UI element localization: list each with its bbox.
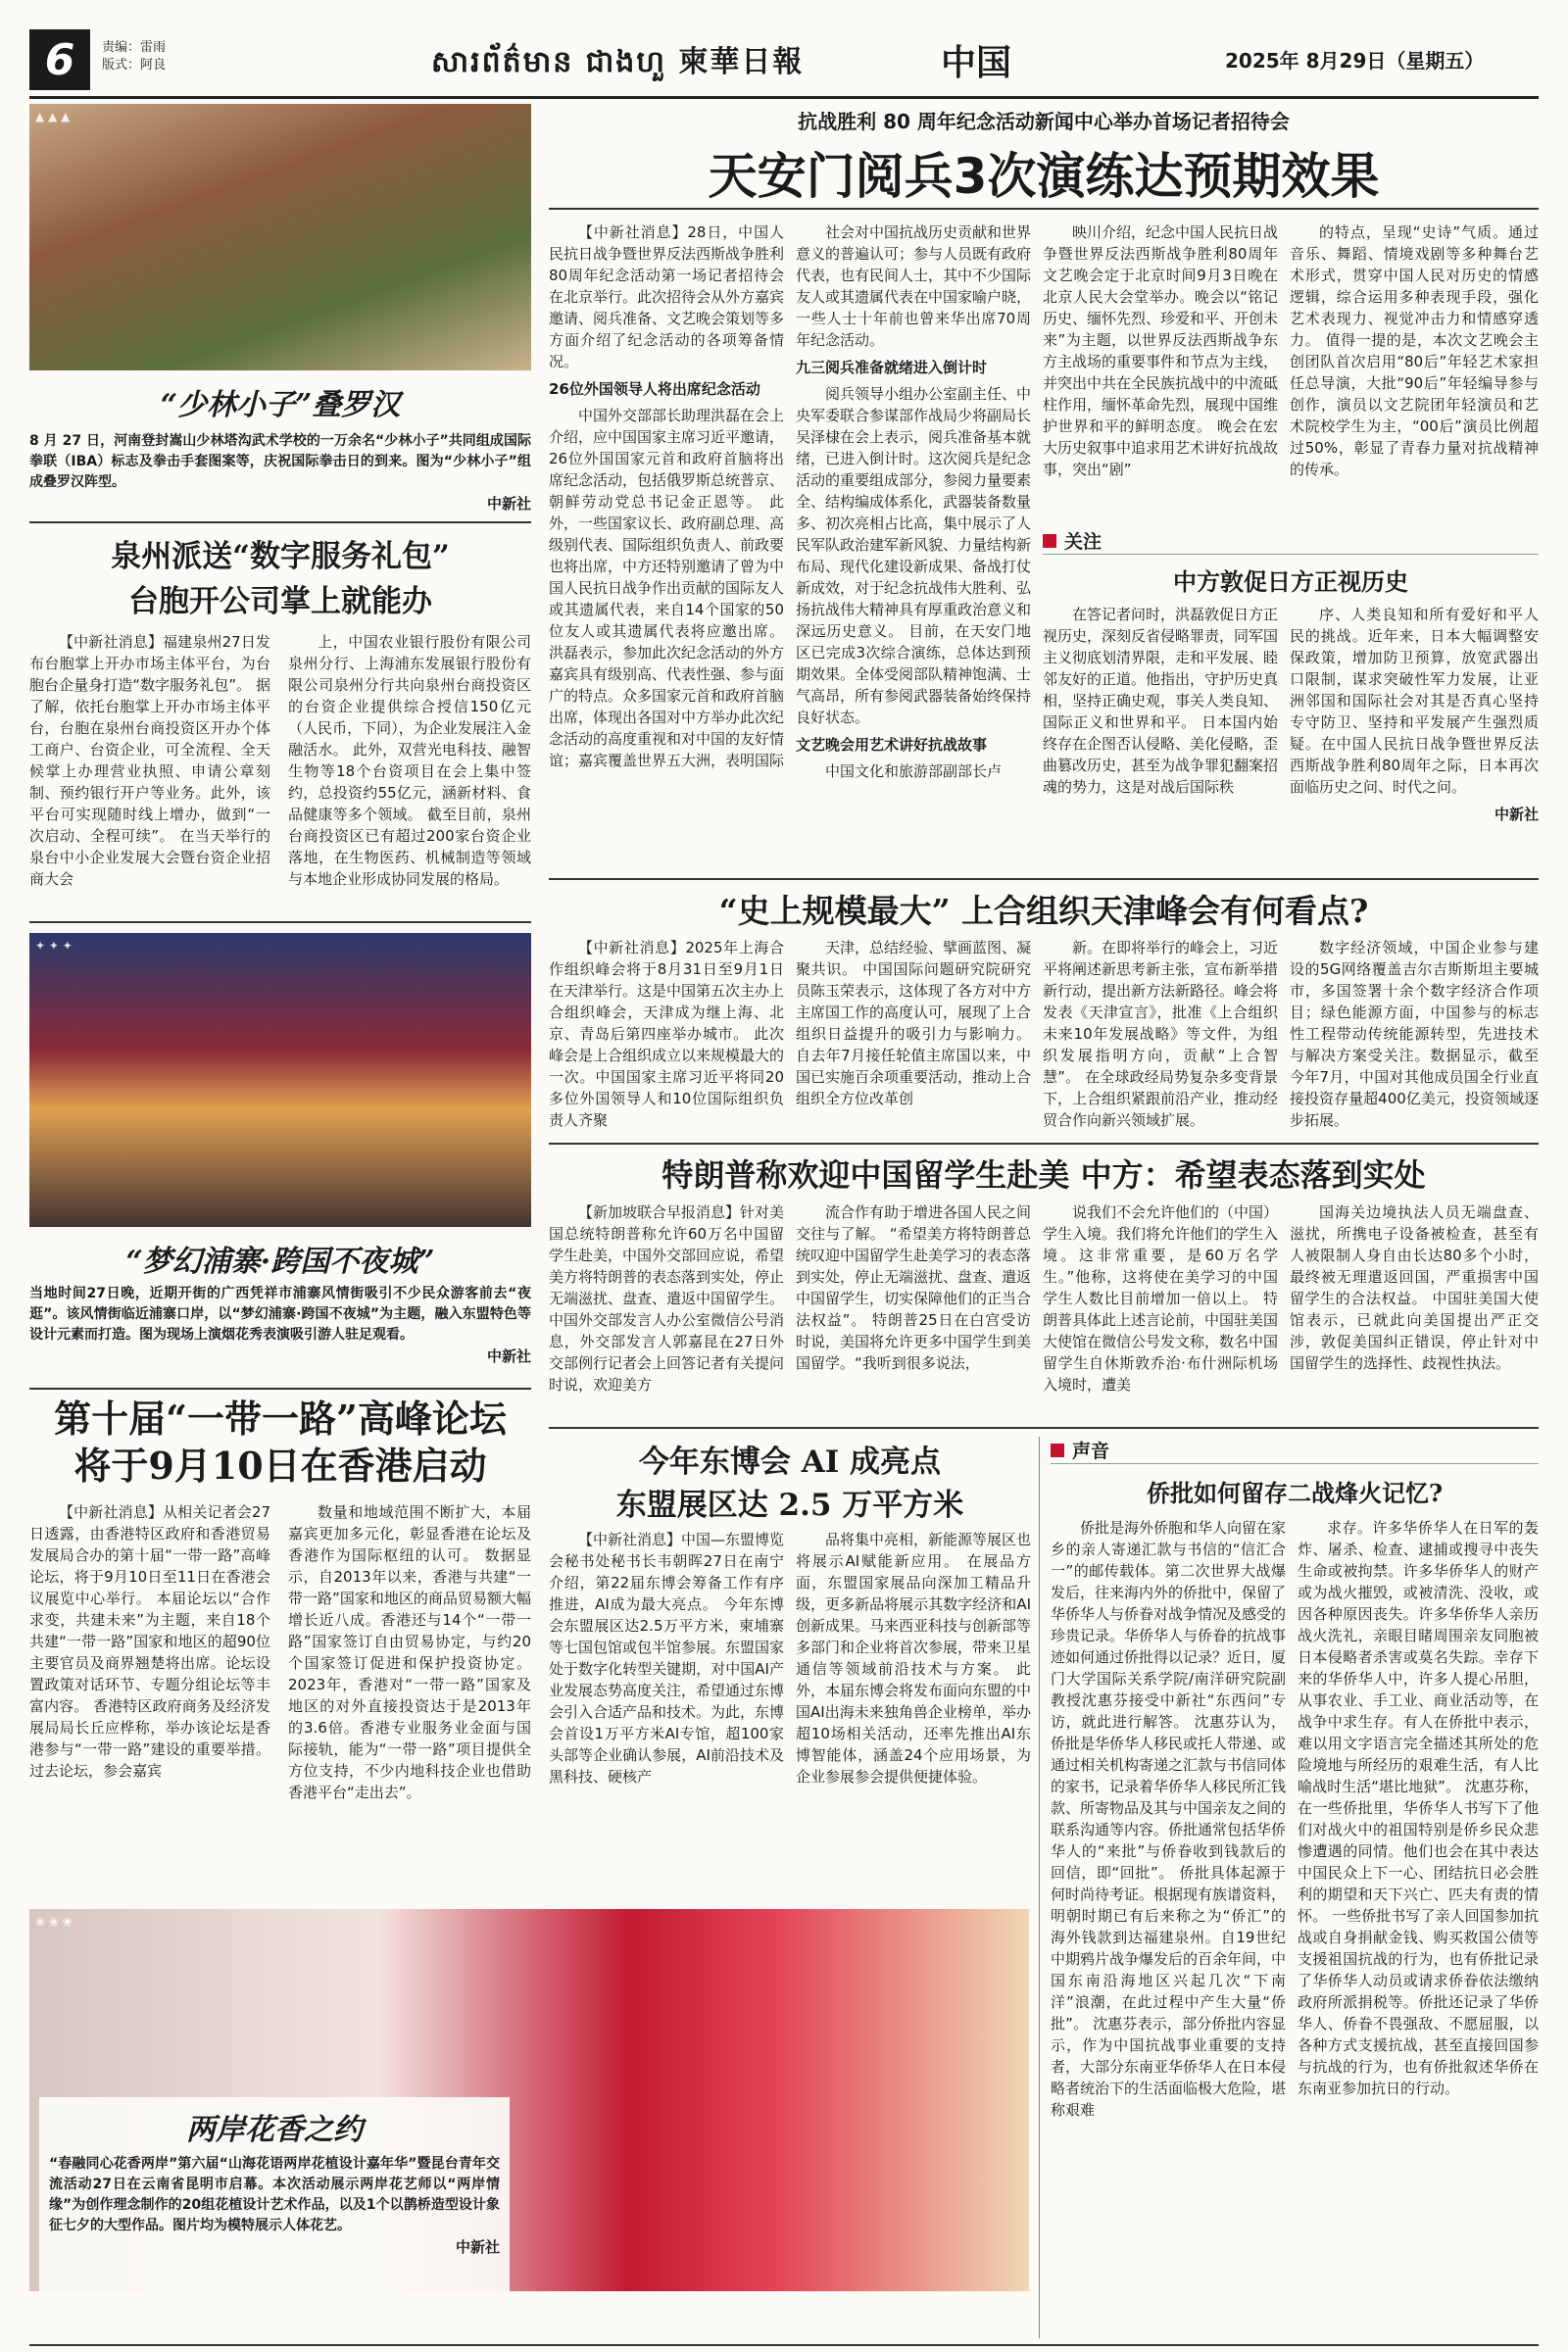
photo-placeholder-label: ✦ ✦ ✦ [35, 939, 73, 953]
quanzhou-col-2 [288, 631, 531, 910]
beltroad-headline-2: 将于9月10日在香港启动 [74, 1444, 487, 1488]
trump-col-2 [796, 1201, 1031, 1417]
expo-col-2 [796, 1529, 1031, 1897]
layout-name: 版式：阿良 [102, 58, 167, 73]
article-text: 映川介绍，纪念中国人民抗日战争暨世界反法西斯战争胜利80周年文艺晚会定于北京时间9月3日晚在北京人民大会堂举办。晚会以“铭记历史、缅怀先烈、珍爱和平、开创未来”为主题，以世界反法西斯战争东方主战场的重要事件和节点为主线，并突出中共在全民族抗战中的中流砥柱作用，缅怀革命先烈，展现中国维护世界和平的鲜明态度。 晚会在宏大历史叙事中追求用艺术讲好抗战故事，突出“剧” [1043, 223, 1278, 478]
beltroad-col-2 [288, 1501, 531, 1893]
article-text: 【中新社消息】2025年上海合作组织峰会将于8月31日至9月1日在天津举行。这是中国第五次主办上合组织峰会，天津成为继上海、北京、青岛后第四座举办城市。 此次峰会是上合组织成立以来规模最大的一次。中国国家主席习近平将同20多位外国领导人和10位国际组织负责人齐聚 [549, 939, 784, 1129]
lead-kicker: 抗战胜利 80 周年纪念活动新闻中心举办首场记者招待会 [798, 110, 1290, 133]
photo-placeholder-label: ❀ ❀ ❀ [35, 1915, 73, 1929]
sco-col-3 [1043, 937, 1278, 1133]
shaolin-photo-caption [29, 431, 531, 514]
article-text: 上，中国农业银行股份有限公司泉州分行、上海浦东发展银行股份有限公司泉州分行共向泉州台商投资区的台资企业提供综合授信150亿元（人民币，下同），为企业发展注入金融活水。 此外，双营光电科技、融智生物等18个台资项目在会上集中签约，总投资约55亿元，涵新材料、食品健康等多个领域。 截至目前，泉州台商投资区已有超过200家台资企业落地，在生物医药、机械制造等领域与本地企业形成协同发展的格局。 [288, 633, 531, 888]
expo-headline-2: 东盟展区达 2.5 万平方米 [615, 1488, 964, 1523]
sco-col-2 [796, 937, 1031, 1133]
quanzhou-headline-2: 台胞开公司掌上就能办 [128, 584, 432, 619]
expo-col-1 [549, 1529, 784, 1897]
shengyin-label [1051, 1437, 1539, 1464]
article-text: 求存。许多华侨华人在日军的轰炸、屠杀、检查、逮捕或搜寻中丧失生命或被拘禁。许多华侨华人的财产或为战火摧毁，或被清洗、没收，或因各种原因丧失。许多华侨华人亲历战火洗礼，亲眼目睹周围亲友同胞被日本侵略者杀害或莫名失踪。幸存下来的华侨华人中，许多人提心吊胆，从事农业、手工业、商业活动等，在战争中求生存。有人在侨批中表示，难以用文字语言完全描述其所处的危险境地与所经历的艰难生活，有人比喻战时生活“堪比地狱”。 沈惠芬称，在一些侨批里，华侨华人书写下了他们对战火中的祖国特别是侨乡民众悲惨遭遇的同情。他们也会在其中表达中国民众上下一心、团结抗日必会胜利的期望和天下兴亡、匹夫有责的情怀。 一些侨批书写了亲人回国参加抗战或自身捐献金钱、购买救国公债等支援祖国抗战的行为，也有侨批记录了华侨华人动员或请求侨眷依法缴纳政府所派捐税等。侨批还记录了华侨华人、侨眷不畏强敌、不愿屈服，以各种方式支援抗战，甚至直接回国参与抗战的行为，也有侨批叙述华侨在东南亚参加抗日的行动。 [1298, 1519, 1539, 2097]
lead-subheading-3: 文艺晚会用艺术讲好抗战故事 [796, 736, 988, 754]
puzhai-night-market-photo [29, 933, 531, 1227]
article-text: 品将集中亮相，新能源等展区也将展示AI赋能新应用。 在展品方面，东盟国家展品向深加工精品升级，更多新品将展示其数字经济和AI创新成果。马来西亚科技与创新部等多部门和企业将首次参展，带来卫星通信等领域前沿技术与方案。 此外，本届东博会将发布面向东盟的中国AI出海未来独角兽企业榜单，举办超10场相关活动，还率先推出AI东博智能体，涵盖24个应用场景，为企业参展参会提供便捷体验。 [796, 1531, 1031, 1786]
sco-headline: “史上规模最大” 上合组织天津峰会有何看点? [718, 892, 1369, 930]
expo-headline-1: 今年东博会 AI 成亮点 [638, 1445, 942, 1480]
lead-col-1 [549, 221, 784, 868]
flower-caption-box [39, 2097, 510, 2342]
trump-col-3 [1043, 1201, 1278, 1417]
lead-subheading-2: 九三阅兵准备就绪进入倒计时 [796, 359, 988, 376]
lead-headline: 天安门阅兵3次演练达预期效果 [708, 148, 1380, 205]
lead-col-4 [1290, 221, 1539, 515]
article-text: 流合作有助于增进各国人民之间交往与了解。 “希望美方将特朗普总统叹迎中国留学生赴美学习的表态落到实处，停止无端滋扰、盘查、遣返中国留学生，切实保障他们的正当合法权益”。 特朗普25日在白宫受访时说，美国将允许更多中国学生到美国留学。“我听到很多说法， [796, 1203, 1031, 1372]
column-divider [1039, 1437, 1040, 2338]
article-text: 序、人类良知和所有爱好和平人民的挑战。近年来，日本大幅调整安保政策，增加防卫预算，放宽武器出口限制，谋求突破性军力发展，让亚洲邻国和国际社会对其是否真心坚持专守防卫、坚持和平发展产生强烈质疑。在中国人民抗日战争暨世界反法西斯战争胜利80周年之际，日本再次面临历史之问、时代之问。 [1290, 606, 1539, 796]
shaolin-photo [29, 104, 531, 370]
article-text: 【新加坡联合早报消息】针对美国总统特朗普称允许60万名中国留学生赴美，中国外交部回应说，希望美方将特朗普的表态落到实处，停止无端滋扰、盘查、遣返中国留学生。 中国外交部发言人办公室微信公号消息，外交部发言人郭嘉昆在27日外交部例行记者会上回答记者有关提问时说，欢迎美方 [549, 1203, 784, 1394]
divider [549, 878, 1539, 880]
article-text: 【中新社消息】福建泉州27日发布台胞掌上开办市场主体平台，为台胞台企量身打造“数字服务礼包”。 据了解，依托台胞掌上开办市场主体平台，台胞在泉州台商投资区开办个体工商户、台资企业，可全流程、全天候掌上办理营业执照、申请公章刻制、预约银行开户等业务。此外，该平台可实现随时线上增办，做到“一次启动、全程可续”。 在当天举行的泉台中小企业发展大会暨台资企业招商大会 [29, 633, 270, 888]
photo-credit: 中新社 [455, 2238, 500, 2256]
divider [29, 521, 531, 523]
newspaper-name: សារព័ត៌មាន ជាងហួ 柬華日報 [431, 45, 805, 79]
beltroad-headline-1: 第十届“一带一路”高峰论坛 [54, 1396, 507, 1441]
lead-col-3 [1043, 221, 1278, 515]
puzhai-photo-caption [29, 1284, 531, 1366]
caption-text: 8 月 27 日，河南登封嵩山少林塔沟武术学校的一万余名“少林小子”共同组成国际拳联（IBA）标志及拳击手套图案等，庆祝国际拳击日的到来。图为“少林小子”组成叠罗汉阵型。 [29, 433, 531, 490]
article-text: 新。在即将举行的峰会上，习近平将阐述新思考新主张，宣布新举措新行动，提出新方法新路径。峰会将发表《天津宣言》，批准《上合组织未来10年发展战略》等文件，为组织发展指明方向，贡献“上合智慧”。 在全球政经局势复杂多变背景下，上合组织紧跟前沿产业，推动经贸合作向新兴领域扩展。 [1043, 939, 1278, 1129]
article-text: 国海关边境执法人员无端盘查、滋扰，所携电子设备被检查，甚至有人被限制人身自由长达80多个小时，最终被无理遣返回国，严重损害中国留学生的合法权益。 中国驻美国大使馆表示，已就此向美国提出严正交涉，敦促美国纠正错误，停止针对中国留学生的选择性、歧视性执法。 [1290, 1203, 1539, 1372]
sco-col-1 [549, 937, 784, 1133]
article-text: 天津，总结经验、擘画蓝图、凝聚共识。 中国国际问题研究院研究员陈玉荣表示，这体现了各方对中方主席国工作的高度认可，展现了上合组织日益提升的吸引力与影响力。 自去年7月接任轮值主席国以来，中国已实施百余项重要活动，推动上合组织全方位改革创 [796, 939, 1031, 1107]
trump-col-4 [1290, 1201, 1539, 1417]
divider [549, 1427, 1539, 1429]
lead-subheading-1: 26位外国领导人将出席纪念活动 [549, 380, 760, 398]
shengyin-headline: 侨批如何留存二战烽火记忆? [1146, 1479, 1444, 1507]
article-text: 数量和地域范围不断扩大，本届嘉宾更加多元化，彰显香港在论坛及香港作为国际枢纽的认可。 数据显示，自2013年以来，香港与共建“一带一路”国家和地区的商品贸易额大幅增长近八成。香港还与14个“一带一路”国家签订自由贸易协定，与约20个国家签订促进和保护投资协定。2023年，香港对“一带一路”国家及地区的对外直接投资达于是2013年的3.6倍。香港专业服务业金面与国际接轨，能为“一带一路”项目提供全方位支持，不少内地科技企业也借助香港平台“走出去”。 [288, 1503, 531, 1801]
article-text: 的特点，呈现“史诗”气质。通过音乐、舞蹈、情境戏剧等多种舞台艺术形式，贯穿中国人民对历史的情感逻辑，综合运用多种表现手段，强化艺术表现力、视觉冲击力和情感穿透力。 值得一提的是，本次文艺晚会主创团队首次启用“80后”年轻艺术家担任总导演，大批“90后”年轻编导参与创作，演员以文艺院团年轻演员和艺术院校学生为主，“00后”演员比例超过50%，彰显了青春力量对抗战精神的传承。 [1290, 223, 1539, 478]
shengyin-col-1 [1051, 1517, 1286, 2340]
guanzhu-col-2 [1290, 604, 1539, 868]
article-text: 侨批是海外侨胞和华人向留在家乡的亲人寄递汇款与书信的“信汇合一”的邮传载体。第二次世界大战爆发后，往来海内外的侨批中，保留了华侨华人与侨眷对战争情况及感受的珍贵记录。华侨华人与侨眷的抗战事迹如何通过侨批得以记录？近日，厦门大学国际关系学院/南洋研究院副教授沈惠芬接受中新社“东西问”专访，就此进行解答。 沈惠芬认为，侨批是华侨华人移民或托人带递、或通过相关机构寄递之汇款与书信同体的家书，记录着华侨华人移民所汇钱款、所寄物品及其与中国亲友之间的联系沟通等内容。侨批通常包括华侨华人的“来批”与侨眷收到钱款后的回信，即“回批”。 侨批具体起源于何时尚待考证。根据现有族谱资料，明朝时期已有后来称之为“侨汇”的海外钱款到达福建泉州。自19世纪中期鸦片战争爆发后的百余年间，中国东南沿海地区兴起几次“下南洋”浪潮，在此过程中产生大量“侨批”。 沈惠芬表示，部分侨批内容显示，作为中国抗战事业重要的支持者，大部分东南亚华侨华人在日本侵略者统治下的生活面临极大危险，堪称艰难 [1051, 1519, 1286, 2119]
article-text: 【中新社消息】中国—东盟博览会秘书处秘书长韦朝晖27日在南宁介绍，第22届东博会筹备工作有序推进，AI成为最大亮点。 今年东博会东盟展区达2.5万平方米，柬埔寨等七国包馆或包半馆参展。东盟国家处于数字化转型关键期，对中国AI产业发展态势高度关注，希望通过东博会引入合适产品和技术。为此，东博会首设1万平方米AI专馆，超100家头部等企业确认参展，AI前沿技术及黑科技、硬核产 [549, 1531, 784, 1786]
trump-col-1 [549, 1201, 784, 1417]
sco-col-4 [1290, 937, 1539, 1133]
red-square-icon [1051, 1444, 1064, 1457]
editor-name: 责编：雷雨 [102, 40, 167, 55]
article-text: 中国文化和旅游部副部长卢 [825, 762, 1003, 780]
photo-credit: 中新社 [486, 1348, 531, 1365]
red-square-icon [1043, 534, 1056, 548]
issue-date: 2025年 8月29日（星期五） [1225, 49, 1485, 73]
editor-credits [102, 39, 166, 74]
divider [29, 1388, 531, 1390]
divider [549, 208, 1539, 210]
divider [549, 1143, 1539, 1145]
flower-photo-caption [39, 2148, 510, 2257]
section-title: 中国 [941, 43, 1012, 83]
caption-text: 当地时间27日晚，近期开街的广西凭祥市浦寨风情街吸引不少民众游客前去“夜逛”。该风情街临近浦寨口岸，以“梦幻浦寨·跨国不夜城”为主题，融入东盟特色等设计元素而打造。图为现场上演烟花秀表演吸引游人驻足观看。 [29, 1286, 531, 1343]
guanzhu-headline: 中方敦促日方正视历史 [1173, 567, 1408, 596]
page-number: 6 [29, 29, 90, 90]
label-text: 声音 [1072, 1441, 1110, 1462]
article-text: 在答记者问时，洪磊敦促日方正视历史，深刻反省侵略罪责，同军国主义彻底划清界限，走和平发展、睦邻友好的正道。他指出，守护历史真相，坚持正确史观，事关人类良知、国际正义和世界和平。 日本国内始终存在企图否认侵略、美化侵略，歪曲篡改历史，甚至为战争罪犯翻案招魂的势力，这是对战后国际秩 [1043, 606, 1278, 796]
flower-photo-title: 两岸花香之约 [186, 2113, 363, 2147]
photo-credit: 中新社 [486, 495, 531, 513]
article-text: 中国外交部部长助理洪磊在会上介绍，应中国国家主席习近平邀请，26位外国国家元首和政府首脑将出席纪念活动，包括俄罗斯总统普京、朝鲜劳动党总书记金正恩等。 此外，一些国家议长、政府副总理、高级别代表、国际组织负责人、前政要也将出席，中方还特别邀请了曾为中国人民抗日战争作出贡献的国际友人或其遗属代表，来自14个国家的50位友人或其遗属代表将应邀出席。 洪磊表示，参加此次纪念活动的外方嘉宾具有级别高、代表性强、参与面广的特点。众多国家元首和政府首脑出席，体现出各国对中方举办此次纪念活动的高度重视和对中国的友好情谊；嘉宾覆盖世界五大洲，表明国际 [549, 407, 784, 769]
label-text: 关注 [1064, 531, 1102, 553]
guanzhu-label [1043, 527, 1539, 555]
puzhai-photo-title: “梦幻浦寨·跨国不夜城” [125, 1245, 435, 1279]
quanzhou-headline-1: 泉州派送“数字服务礼包” [111, 539, 450, 574]
article-text: 数字经济领域，中国企业参与建设的5G网络覆盖吉尔吉斯斯坦主要城市，多国签署十余个数字经济合作项目；绿色能源方面，中国参与的标志性工程带动传统能源转型，先进技术与解决方案受关注。数据显示，截至今年7月，中国对其他成员国全行业直接投资存量超400亿美元，投资领域逐步拓展。 [1290, 939, 1539, 1129]
bottom-rule [29, 2344, 1539, 2346]
article-text: 说我们不会允许他们的（中国）学生入境。我们将允许他们的学生入境。这非常重要，是60万名学生。”他称，这将使在美学习的中国学生人数比目前增加一倍以上。 特朗普具体此上述言论前，中国驻美国大使馆在微信公号发文称，数名中国留学生自休斯敦乔治·布什洲际机场入境时，遭美 [1043, 1203, 1278, 1394]
divider [29, 921, 531, 923]
trump-headline: 特朗普称欢迎中国留学生赴美 中方：希望表态落到实处 [662, 1156, 1426, 1194]
caption-text: “春融同心花香两岸”第六届“山海花语两岸花植设计嘉年华”暨昆台青年交流活动27日在云南省昆明市启幕。本次活动展示两岸花艺师以“两岸情缘”为创作理念制作的20组花植设计艺术作品，以及1个以鹊桥造型设计象征七夕的大型作品。图片均为模特展示人体花艺。 [49, 2156, 500, 2233]
shengyin-col-2 [1298, 1517, 1539, 2340]
guanzhu-col-1 [1043, 604, 1278, 868]
shaolin-photo-title: “少林小子”叠罗汉 [160, 388, 401, 422]
photo-placeholder-label: ▲ ▲ ▲ [35, 110, 71, 123]
lead-col-2 [796, 221, 1031, 868]
beltroad-col-1 [29, 1501, 270, 1893]
article-text: 社会对中国抗战历史贡献和世界意义的普遍认可；参与人员既有政府代表，也有民间人士，其中不少国际友人或其遗属代表在中国家喻户晓，一些人士十年前也曾来华出席70周年纪念活动。 [796, 223, 1031, 349]
article-text: 【中新社消息】从相关记者会27日透露，由香港特区政府和香港贸易发展局合办的第十届“一带一路”高峰论坛，将于9月10日至11日在香港会议展览中心举行。 本届论坛以“合作求变，共建未来”为主题，来自18个共建“一带一路”国家和地区的超90位主要官员及商界翘楚将出席。论坛设置政策对话环节、专题分组论坛等丰富内容。 香港特区政府商务及经济发展局局长丘应桦称，举办该论坛是香港参与“一带一路”建设的重要举措。过去论坛，参会嘉宾 [29, 1503, 270, 1780]
quanzhou-col-1 [29, 631, 270, 910]
article-text: 【中新社消息】28日，中国人民抗日战争暨世界反法西斯战争胜利80周年纪念活动第一场记者招待会在北京举行。此次招待会从外方嘉宾邀请、阅兵准备、文艺晚会策划等多方面介绍了纪念活动的各项筹备情况。 [549, 223, 784, 370]
article-text: 阅兵领导小组办公室副主任、中央军委联合参谋部作战局少将副局长吴泽棣在会上表示，阅兵准备基本就绪，已进入倒计时。这次阅兵是纪念活动的重要组成部分，参阅力量要素全、结构编成体系化，武器装备数量多、初次亮相占比高，集中展示了人民军队政治建军新风貌、力量结构新布局、现代化建设新成果、备战打仗新成效，对于纪念抗战伟大胜利、弘扬抗战伟大精神具有厚重政治意义和深远历史意义。 目前，在天安门地区已完成3次综合演练，总体达到预期效果。全体受阅部队精神饱满、士气高昂，所有参阅武器装备始终保持良好状态。 [796, 385, 1031, 726]
article-credit: 中新社 [1494, 806, 1539, 823]
